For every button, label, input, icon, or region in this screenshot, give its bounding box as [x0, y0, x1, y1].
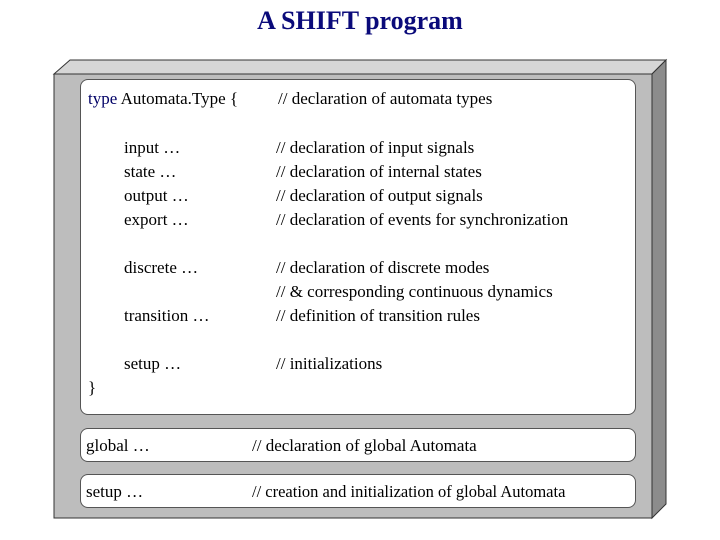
decl-export: export …	[124, 210, 189, 229]
comment-input: // declaration of input signals	[276, 138, 475, 157]
comment-setup-inner: // initializations	[276, 354, 383, 373]
comment-discrete-1: // declaration of discrete modes	[276, 258, 490, 277]
comment-state: // declaration of internal states	[276, 162, 482, 181]
comment-setup-global: // creation and initialization of global Automata	[252, 482, 566, 501]
closing-brace: }	[88, 378, 97, 397]
page-title: A SHIFT program	[257, 6, 463, 35]
automata-type-name: Automata.Type {	[120, 89, 239, 108]
comment-global: // declaration of global Automata	[252, 436, 477, 455]
decl-input: input …	[124, 138, 181, 157]
decl-setup-global: setup …	[86, 482, 144, 501]
decl-transition: transition …	[124, 306, 210, 325]
type-keyword: type	[88, 89, 118, 108]
decl-discrete: discrete …	[124, 258, 199, 277]
automata-type-header	[88, 87, 238, 111]
decl-state: state …	[124, 162, 177, 181]
decl-output: output …	[124, 186, 189, 205]
decl-global: global …	[86, 436, 150, 455]
header-comment: // declaration of automata types	[278, 89, 493, 108]
decl-setup-inner: setup …	[124, 354, 182, 373]
comment-output: // declaration of output signals	[276, 186, 483, 205]
comment-transition: // definition of transition rules	[276, 306, 480, 325]
comment-discrete-2: // & corresponding continuous dynamics	[276, 282, 553, 301]
comment-export: // declaration of events for synchronization	[276, 210, 569, 229]
